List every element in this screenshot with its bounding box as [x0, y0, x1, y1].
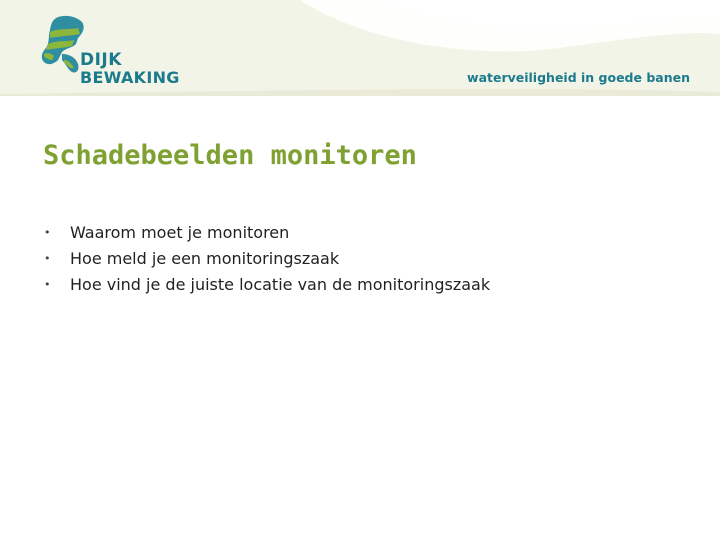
bullet-glyph: •	[44, 278, 51, 291]
dijkbewaking-logo	[36, 14, 196, 86]
slide-title: Schadebeelden monitoren	[43, 140, 417, 171]
bullet-item	[44, 272, 490, 298]
bullet-item	[44, 246, 490, 272]
logo-line-dijk: DIJK	[80, 50, 122, 70]
tagline: waterveiligheid in goede banen	[467, 70, 690, 85]
bullet-item	[44, 220, 490, 246]
bullet-glyph: •	[44, 226, 51, 239]
logo-line-bewaking: BEWAKING	[80, 68, 180, 87]
bullet-text: Hoe meld je een monitoringszaak	[70, 249, 340, 268]
header-band	[0, 0, 720, 96]
bullet-text: Waarom moet je monitoren	[70, 223, 290, 242]
bullet-glyph: •	[44, 252, 51, 265]
logo-wordmark	[80, 52, 180, 86]
bullet-list	[44, 220, 490, 298]
bullet-text: Hoe vind je de juiste locatie van de monitoringszaak	[70, 275, 491, 294]
